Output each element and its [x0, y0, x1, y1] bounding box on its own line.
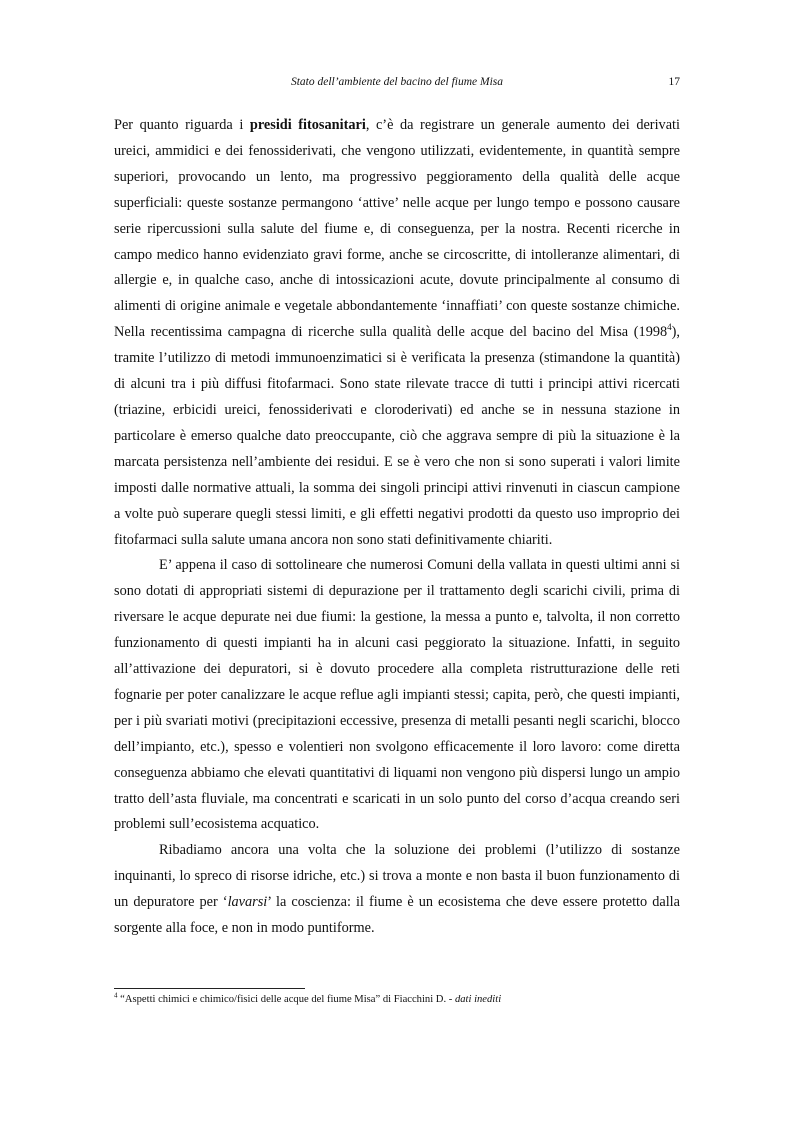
italic-term: lavarsi: [227, 894, 268, 911]
footnote: [114, 993, 680, 1007]
footnote-text: “Aspetti chimici e chimico/fisici delle acque del fiume Misa” di Fiacchini D. -: [117, 994, 455, 1005]
footnote-divider: [114, 988, 305, 989]
paragraph-presidi-fitosanitari: [114, 113, 680, 553]
footnote-mark: 4: [114, 991, 118, 1000]
paragraph-conclusione: [114, 838, 680, 942]
running-title: Stato dell’ambiente del bacino del fiume Misa: [290, 76, 504, 88]
paragraph-text: Ribadiamo ancora una volta che la soluzione dei problemi (l’utilizzo di sostanze inquinanti, lo spreco di risorse idriche, etc.) si trova a monte e non basta il buon funzionamento di un depuratore per ‘: [114, 842, 680, 911]
page-number: 17: [668, 76, 680, 88]
paragraph-text: ’ la coscienza: il fiume è un ecosistema che deve essere protetto dalla sorgente alla foce, e non in modo puntiforme.: [114, 894, 680, 937]
footnote-italic: dati inediti: [454, 994, 502, 1005]
footnote-reference[interactable]: 4: [667, 322, 672, 333]
bold-term: presidi fitosanitari: [249, 117, 366, 133]
running-header: [114, 76, 680, 92]
paragraph-depuratori: E’ appena il caso di sottolineare che numerosi Comuni della vallata in questi ultimi anni si sono dotati di appropriati sistemi di depurazione per il trattamento degli scarichi civili, prima di riversare le acque depurate nei due fiumi: la gestione, la messa a punto e, talvolta, il non corretto funzionamento di questi impianti ha in alcuni casi peggiorato la situazione. Infatti, in seguito all’attivazione dei depuratori, si è dovuto procedere alla completa ristrutturazione delle reti fognarie per poter canalizzare le acque reflue agli impianti stessi; capita, però, che questi impianti, per i più svariati motivi (precipitazioni eccessive, presenza di metalli pesanti negli scarichi, blocco dell’impianto, etc.), spesso e volentieri non svolgono efficacemente il loro lavoro: come diretta conseguenza abbiamo che elevati quantitativi di liquami non vengono più dispersi lungo un ampio tratto dell’asta fluviale, ma concentrati e scaricati in un solo punto del corso d’acqua creando seri problemi sull’ecosistema acquatico.: [114, 557, 680, 833]
body-text: [114, 113, 680, 942]
paragraph-text: , c’è da registrare un generale aumento dei derivati ureici, ammidici e dei fenossiderivati, che vengono utilizzati, evidentemente, in quantità sempre superiori, provocando un lento, ma progressivo peggioramento della qualità delle acque superficiali: queste sostanze permangono ‘attive’ nelle acque per lungo tempo e possono causare serie ripercussioni sulla salute del fiume e, di conseguenza, per la nostra. Recenti ricerche in campo medico hanno evidenziato gravi forme, anche se circoscritte, di intolleranze alimentari, di allergie e, in qualche caso, anche di intossicazioni acute, dovute principalmente al consumo di alimenti di origine animale e vegetale abbondantemente ‘innaffiati’ con queste sostanze chimiche. Nella recentissima campagna di ricerche sulla qualità delle acque del bacino del Misa (1998: [114, 117, 680, 341]
paragraph-text: ), tramite l’utilizzo di metodi immunoenzimatici si è verificata la presenza (stimandone la quantità) di alcuni tra i più diffusi fitofarmaci. Sono state rilevate tracce di tutti i principi attivi ricercati (triazine, erbicidi ureici, fenossiderivati e cloroderivati) ed anche se in nessuna stazione in particolare è emerso qualche dato preoccupante, ciò che aggrava sempre di più la situazione è la marcata persistenza nell’ambiente dei residui. E se è vero che non si sono superati i valori limite imposti dalle normative attuali, la somma dei singoli principi attivi rinvenuti in ciascun campione a volte può superare quegli stessi limiti, e gli effetti negativi prodotti da questo uso improprio dei fitofarmaci sulla salute umana ancora non sono stati definitivamente chiariti.: [114, 324, 680, 548]
paragraph-text: Per quanto riguarda i: [114, 117, 250, 133]
